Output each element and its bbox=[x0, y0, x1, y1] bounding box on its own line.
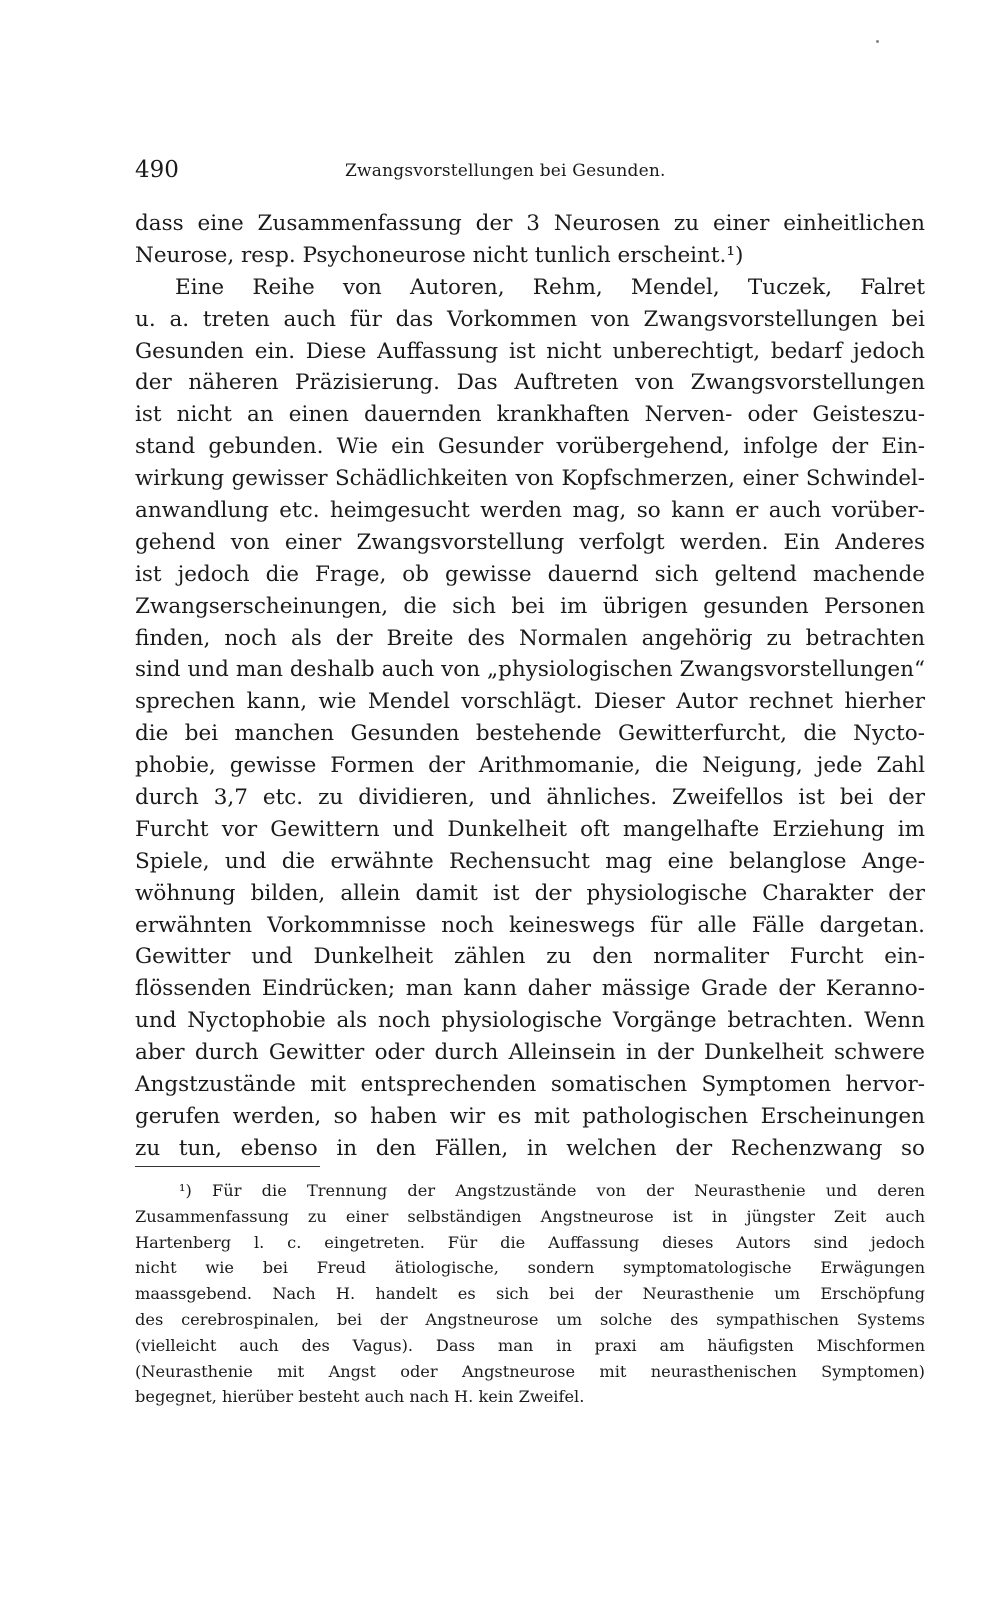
body-line: durch 3,7 etc. zu dividieren, und ähnliches. Zweifellos ist bei der bbox=[135, 785, 925, 811]
body-line: Neurose, resp. Psychoneurose nicht tunlich erscheint.¹) bbox=[135, 242, 744, 268]
running-head: Zwangsvorstellungen bei Gesunden. bbox=[345, 161, 666, 181]
body-line: wöhnung bilden, allein damit ist der physiologische Charakter der bbox=[135, 880, 925, 906]
body-line: ist jedoch die Frage, ob gewisse dauernd sich geltend machende bbox=[135, 561, 925, 587]
body-line: wirkung gewisser Schädlichkeiten von Kopfschmerzen, einer Schwindel- bbox=[135, 466, 925, 492]
footnote-line: (vielleicht auch des Vagus). Dass man in praxi am häufigsten Mischformen bbox=[135, 1335, 925, 1355]
body-line: zu tun, ebenso in den Fällen, in welchen der Rechenzwang so bbox=[135, 1135, 925, 1161]
body-line: phobie, gewisse Formen der Arithmomanie, die Neigung, jede Zahl bbox=[135, 753, 925, 779]
footnote-line: ¹) Für die Trennung der Angstzustände von der Neurasthenie und deren bbox=[179, 1181, 925, 1200]
body-line: sind und man deshalb auch von „physiologischen Zwangsvorstellungen“ bbox=[135, 657, 925, 683]
body-line: Furcht vor Gewittern und Dunkelheit oft mangelhafte Erziehung im bbox=[135, 816, 925, 842]
body-line: Gesunden ein. Diese Auffassung ist nicht unberechtigt, bedarf jedoch bbox=[135, 338, 925, 364]
body-line: flössenden Eindrücken; man kann daher mässige Grade der Keranno- bbox=[135, 976, 925, 1002]
scan-speck bbox=[876, 40, 879, 43]
body-line: u. a. treten auch für das Vorkommen von Zwangsvorstellungen bei bbox=[135, 306, 925, 332]
body-line: und Nyctophobie als noch physiologische Vorgänge betrachten. Wenn bbox=[135, 1008, 925, 1034]
body-line: sprechen kann, wie Mendel vorschlägt. Dieser Autor rechnet hierher bbox=[135, 689, 925, 715]
body-line: Gewitter und Dunkelheit zählen zu den normaliter Furcht ein- bbox=[135, 944, 925, 970]
footnote-line: nicht wie bei Freud ätiologische, sondern symptomatologische Erwägungen bbox=[135, 1258, 925, 1278]
body-line: Eine Reihe von Autoren, Rehm, Mendel, Tuczek, Falret bbox=[175, 274, 925, 300]
body-line: gerufen werden, so haben wir es mit pathologischen Erscheinungen bbox=[135, 1103, 925, 1129]
footnote-block bbox=[135, 1178, 925, 1410]
footnote-rule bbox=[135, 1166, 320, 1167]
footnote-line: Zusammenfassung zu einer selbständigen Angstneurose ist in jüngster Zeit auch bbox=[135, 1206, 925, 1226]
body-line: gehend von einer Zwangsvorstellung verfolgt werden. Ein Anderes bbox=[135, 529, 925, 555]
body-line: ist nicht an einen dauernden krankhaften Nerven- oder Geisteszu- bbox=[135, 402, 925, 428]
page-header bbox=[135, 155, 925, 185]
body-line: finden, noch als der Breite des Normalen angehörig zu betrachten bbox=[135, 625, 925, 651]
body-line: die bei manchen Gesunden bestehende Gewitterfurcht, die Nycto- bbox=[135, 721, 925, 747]
body-text bbox=[135, 208, 925, 1165]
body-line: Zwangserscheinungen, die sich bei im übrigen gesunden Personen bbox=[135, 593, 925, 619]
body-line: anwandlung etc. heimgesucht werden mag, so kann er auch vorüber- bbox=[135, 498, 925, 524]
footnote-line: des cerebrospinalen, bei der Angstneurose um solche des sympathischen Systems bbox=[135, 1309, 925, 1329]
body-line: dass eine Zusammenfassung der 3 Neurosen zu einer einheitlichen bbox=[135, 211, 925, 236]
body-line: erwähnten Vorkommnisse noch keineswegs für alle Fälle dargetan. bbox=[135, 912, 925, 938]
footnote-line: maassgebend. Nach H. handelt es sich bei der Neurasthenie um Erschöpfung bbox=[135, 1284, 925, 1304]
footnote-line: begegnet, hierüber besteht auch nach H. kein Zweifel. bbox=[135, 1387, 585, 1407]
body-line: Angstzustände mit entsprechenden somatischen Symptomen hervor- bbox=[135, 1072, 925, 1098]
body-line: der näheren Präzisierung. Das Auftreten von Zwangsvorstellungen bbox=[135, 370, 925, 396]
body-line: Spiele, und die erwähnte Rechensucht mag eine belanglose Ange- bbox=[135, 848, 925, 874]
body-line: stand gebunden. Wie ein Gesunder vorübergehend, infolge der Ein- bbox=[135, 434, 925, 460]
page-number: 490 bbox=[135, 157, 179, 183]
footnote-line: (Neurasthenie mit Angst oder Angstneurose mit neurasthenischen Symptomen) bbox=[135, 1361, 925, 1381]
body-line: aber durch Gewitter oder durch Alleinsein in der Dunkelheit schwere bbox=[135, 1040, 925, 1066]
footnote-line: Hartenberg l. c. eingetreten. Für die Auffassung dieses Autors sind jedoch bbox=[135, 1232, 925, 1252]
